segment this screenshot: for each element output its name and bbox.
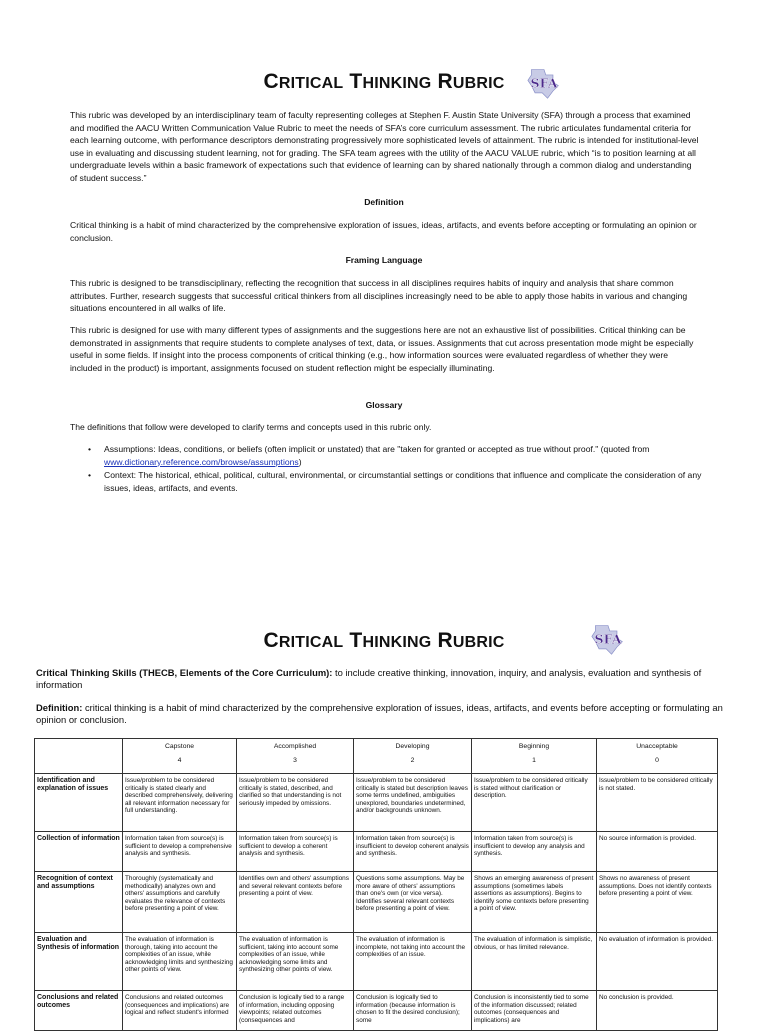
page-title-2 — [0, 629, 768, 653]
table-cell: Questions some assumptions. May be more aware of others' assumptions than one's own (or vice versa). Identifies several relevant contexts before presenting a point of view. — [354, 872, 472, 933]
table-cell: Thoroughly (systematically and methodically) analyzes own and others' assumptions and carefully evaluates the relevance of contexts before presenting a point of view. — [123, 872, 237, 933]
title-letter: T — [349, 629, 363, 652]
framing-paragraph-1: This rubric is designed to be transdisciplinary, reflecting the recognition that success in all disciplines requires habits of inquiry and analysis that share common attributes. Further, research suggests that successful critical thinkers from all disciplines increasingly need to be able to apply those habits in various and changing situations encountered in all walks of life. — [70, 278, 688, 314]
glossary-intro: The definitions that follow were developed to clarify terms and concepts used in this rubric only. — [70, 422, 432, 432]
assumptions-close: ) — [298, 456, 302, 467]
table-cell: Information taken from source(s) is insufficient to develop any analysis and synthesis. — [472, 832, 597, 872]
framing-heading: Framing Language — [345, 255, 423, 265]
table-cell: Issue/problem to be considered critically is stated but description leaves some terms undefined, ambiguities unexplored, boundaries undetermined, and/or backgrounds unknown. — [354, 774, 472, 832]
title-letter: T — [349, 70, 363, 93]
definition-label: Definition: — [36, 702, 83, 713]
table-cell: The evaluation of information is sufficient, taking into account some complexities of an issue, while acknowledging some limits and synthesizing other points of view. — [237, 933, 354, 991]
title-word: UBRIC — [452, 75, 505, 92]
title-letter: R — [437, 70, 453, 93]
criterion-cell: Identification and explanation of issues — [35, 774, 123, 832]
glossary-heading: Glossary — [365, 400, 403, 410]
header-blank — [35, 739, 123, 774]
table-row — [35, 872, 718, 933]
table-cell: No conclusion is provided. — [597, 991, 718, 1031]
table-cell: Information taken from source(s) is insufficient to develop coherent analysis and synthesis. — [354, 832, 472, 872]
dictionary-link[interactable]: www.dictionary.reference.com/browse/assumptions — [104, 456, 299, 467]
table-cell: The evaluation of information is simplistic, obvious, or has limited relevance. — [472, 933, 597, 991]
skills-paragraph — [36, 667, 726, 690]
table-cell: Issue/problem to be considered critically is not stated. — [597, 774, 718, 832]
title-word: RITICAL — [278, 75, 344, 92]
table-cell: The evaluation of information is incomplete, not taking into account the complexities of an issue. — [354, 933, 472, 991]
table-cell: Shows no awareness of present assumptions. Does not identify contexts before presenting a point of view. — [597, 872, 718, 933]
header-unacceptable: Unacceptable 0 — [597, 739, 718, 774]
definition-paragraph: Critical thinking is a habit of mind characterized by the comprehensive exploration of issues, ideas, artifacts, and events before accepting or formulating an opinion or conclusion. — [70, 220, 697, 243]
table-cell: Issue/problem to be considered critically is stated without clarification or description. — [472, 774, 597, 832]
criterion-cell: Conclusions and related outcomes — [35, 991, 123, 1031]
title-word: HINKING — [362, 75, 432, 92]
table-cell: No evaluation of information is provided. — [597, 933, 718, 991]
criterion-cell: Collection of information — [35, 832, 123, 872]
header-capstone: Capstone 4 — [123, 739, 237, 774]
header-beginning: Beginning 1 — [472, 739, 597, 774]
svg-text:SFA: SFA — [594, 631, 622, 647]
glossary-list — [88, 443, 708, 495]
header-accomplished: Accomplished 3 — [237, 739, 354, 774]
title-word: HINKING — [362, 634, 432, 651]
rubric-table — [34, 738, 718, 1031]
table-row — [35, 832, 718, 872]
sfa-logo — [526, 66, 562, 100]
page-title — [0, 70, 768, 94]
criterion-cell: Recognition of context and assumptions — [35, 872, 123, 933]
table-row — [35, 991, 718, 1031]
definition-paragraph-2 — [36, 702, 726, 725]
intro-paragraph: This rubric was developed by an interdisciplinary team of faculty representing colleges at Stephen F. Austin State University (SFA) through a process that examined and modified the AACU Written Communication Value Rubric to meet the needs of SFA’s core curriculum assessment. The rubric articulates fundamental criteria for each learning outcome, with performance descriptors demonstrating progressively more sophisticated levels of attainment. The rubric is intended for institutional-level use in evaluating and discussing student learning, not for grading. The SFA team agrees with the utility of the AACU VALUE rubric, which “is to position learning at all undergraduate levels within a basic framework of expectations such that evidence of learning can by shared nationally through a common dialog and understanding of student success.” — [70, 110, 699, 183]
skills-label: Critical Thinking Skills (THECB, Elements of the Core Curriculum): — [36, 667, 333, 678]
table-row — [35, 774, 718, 832]
table-cell: Conclusion is inconsistently tied to some of the information discussed; related outcomes (consequences and implications) are — [472, 991, 597, 1031]
table-cell: Identifies own and others' assumptions and several relevant contexts before presenting a point of view. — [237, 872, 354, 933]
title-letter: R — [437, 629, 453, 652]
criterion-cell: Evaluation and Synthesis of information — [35, 933, 123, 991]
table-cell: The evaluation of information is thorough, taking into account the complexities of an issue, while acknowledging limits and synthesizing other points of view. — [123, 933, 237, 991]
table-cell: Issue/problem to be considered critically is stated clearly and described comprehensively, delivering all relevant information necessary for full understanding. — [123, 774, 237, 832]
title-word: RITICAL — [278, 634, 344, 651]
title-word: UBRIC — [452, 634, 505, 651]
table-cell: Conclusion is logically tied to information (because information is chosen to fit the desired conclusion); some — [354, 991, 472, 1031]
glossary-item-context: • Context: The historical, ethical, political, cultural, environmental, or circumstantial settings or conditions that influence and complicate the consideration of any issues, ideas, artifacts, and events. — [88, 469, 708, 494]
table-cell: Issue/problem to be considered critically is stated, described, and clarified so that understanding is not seriously impeded by omissions. — [237, 774, 354, 832]
sfa-logo — [590, 622, 626, 656]
table-cell: Information taken from source(s) is sufficient to develop a coherent analysis and synthesis. — [237, 832, 354, 872]
definition-text: critical thinking is a habit of mind characterized by the comprehensive exploration of issues, ideas, artifacts, and events before accepting or formulating an opinion or conclusion. — [36, 702, 723, 725]
table-cell: Conclusions and related outcomes (consequences and implications) are logical and reflect student's informed — [123, 991, 237, 1031]
table-cell: Information taken from source(s) is sufficient to develop a comprehensive analysis and synthesis. — [123, 832, 237, 872]
title-letter: C — [263, 629, 279, 652]
table-cell: No source information is provided. — [597, 832, 718, 872]
svg-text:SFA: SFA — [530, 75, 558, 91]
assumptions-text: Assumptions: Ideas, conditions, or beliefs (often implicit or unstated) that are "taken for granted or accepted as true without proof." (quoted from — [104, 444, 650, 454]
definition-heading: Definition — [364, 197, 404, 207]
table-cell: Conclusion is logically tied to a range of information, including opposing viewpoints; related outcomes (consequences and — [237, 991, 354, 1031]
glossary-item-assumptions — [88, 443, 708, 468]
framing-paragraph-2: This rubric is designed for use with many different types of assignments and the suggestions here are not an exhaustive list of possibilities. Critical thinking can be demonstrated in assignments that require students to complete analyses of text, data, or issues. Assignments that cut across presentation mode might be especially useful in some fields. If insight into the process components of critical thinking (e.g., how information sources were evaluated regardless of whether they were included in the product) is important, assignments focused on student reflection might be especially illuminating. — [70, 325, 694, 373]
table-row — [35, 933, 718, 991]
table-header-row — [35, 739, 718, 774]
skills-text: to include creative thinking, innovation, inquiry, and analysis, evaluation and synthesis of information — [36, 667, 702, 690]
header-developing: Developing 2 — [354, 739, 472, 774]
title-letter: C — [263, 70, 279, 93]
table-cell: Shows an emerging awareness of present assumptions (sometimes labels assertions as assumptions). Begins to identify some contexts before presenting a point of view. — [472, 872, 597, 933]
